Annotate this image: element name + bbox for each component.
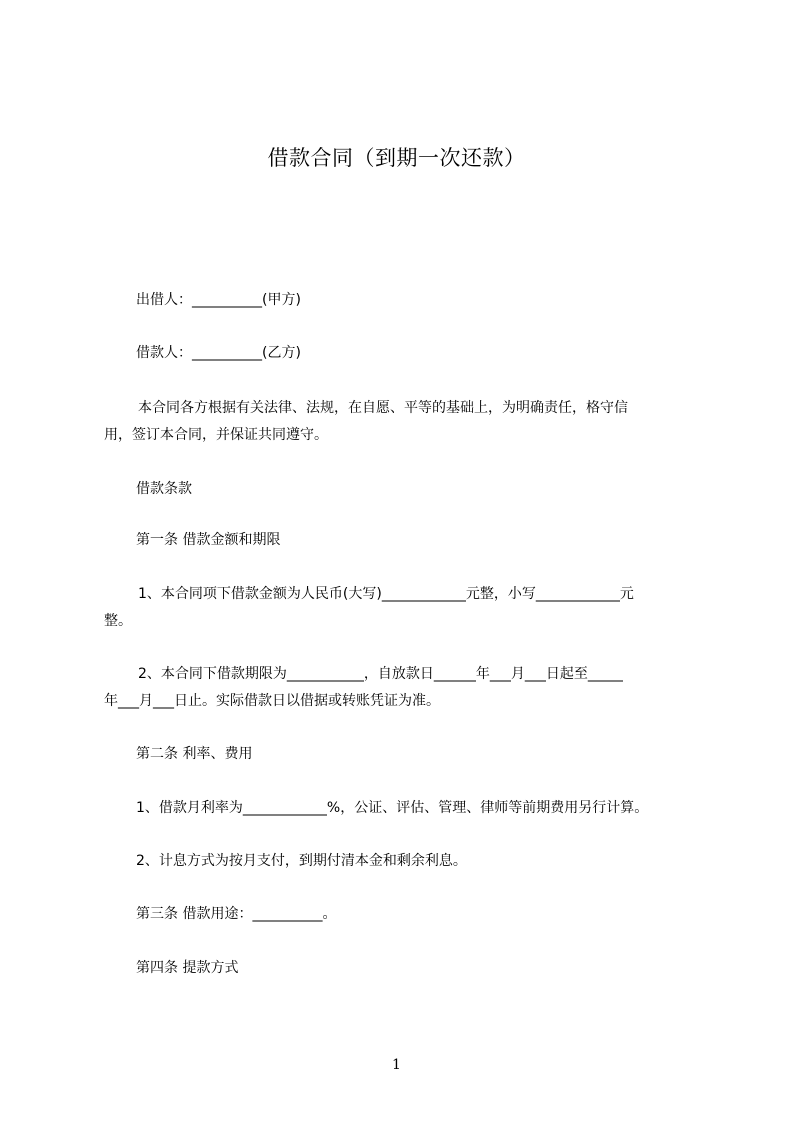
- section-heading: 借款条款: [136, 481, 192, 497]
- article4-heading: 第四条 提款方式: [136, 960, 239, 976]
- article3-line: 第三条 借款用途：__________。: [136, 906, 337, 922]
- article1-item1-line-1: 1、本合同项下借款金额为人民币(大写)____________元整，小写____________元: [138, 586, 634, 602]
- article1-item2-line-1: 2、本合同下借款期限为___________，自放款日______年___月___日起至_____: [138, 666, 623, 682]
- page-number: 1: [392, 1057, 401, 1073]
- lender-line: 出借人：__________(甲方): [136, 292, 301, 308]
- article1-heading: 第一条 借款金额和期限: [136, 532, 281, 548]
- preamble-line-1: 本合同各方根据有关法律、法规，在自愿、平等的基础上，为明确责任，格守信: [138, 400, 628, 416]
- article2-item1: 1、借款月利率为____________%，公证、评估、管理、律师等前期费用另行计算。: [136, 800, 649, 816]
- borrower-line: 借款人：__________(乙方): [136, 345, 301, 361]
- article1-item1-line-2: 整。: [104, 613, 132, 629]
- preamble-line-2: 用，签订本合同，并保证共同遵守。: [104, 427, 328, 443]
- document-title: 借款合同（到期一次还款）: [267, 146, 526, 170]
- article1-item2-line-2: 年___月___日止。实际借款日以借据或转账凭证为准。: [104, 693, 440, 709]
- article2-heading: 第二条 利率、费用: [136, 746, 253, 762]
- article2-item2: 2、计息方式为按月支付，到期付清本金和剩余利息。: [136, 853, 467, 869]
